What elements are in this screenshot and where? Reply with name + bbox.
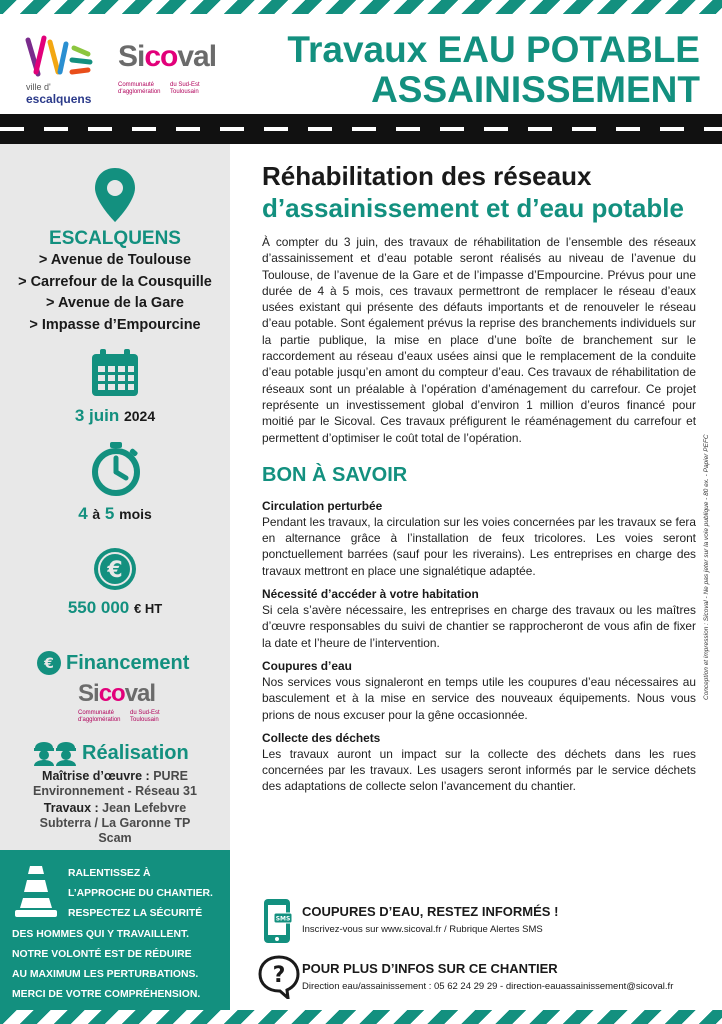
realisation-title: Réalisation: [82, 742, 189, 764]
street-list: [0, 250, 230, 336]
calendar-icon: [90, 348, 140, 398]
svg-text:€: €: [44, 656, 54, 672]
escalquens-logo-icon: [20, 32, 100, 82]
realisation-details: Maîtrise d’œuvre : PURE Environnement - Réseau 31 Travaux : Jean Lefebvre Subterra / La Garonne TP Scam: [33, 769, 197, 845]
top-hazard-stripe: [0, 0, 722, 14]
main-content: [262, 160, 696, 795]
start-date: 3 juin 2024: [74, 406, 156, 425]
section-title: Circulation perturbée: [262, 498, 383, 513]
road-dash-line: [0, 127, 722, 131]
city-name: ESCALQUENS: [49, 228, 181, 249]
page-title: [287, 30, 700, 110]
svg-text:€: €: [107, 558, 123, 583]
bon-a-savoir-heading: BON À SAVOIR: [262, 463, 408, 486]
financement-sicoval-logo: Sicoval Communauté d'agglomération du Sud-Est Toulousain: [78, 680, 160, 723]
sicoval-logo: [118, 40, 218, 100]
print-credit: Conception et impression : Sicoval - Ne pas jeter sur la voie publique - 80 ex. - Papier PEFC: [703, 434, 710, 700]
more-info-title: POUR PLUS D’INFOS SUR CE CHANTIER: [302, 961, 558, 976]
section-text: Pendant les travaux, la circulation sur les voies concernées par les travaux se fera en alternance grâce à l’installation de feux tricolores. Les voies seront ponctuellement barrées (sauf pour les riverains). Les entreprises en charge des travaux mettront en place une signalétique adaptée.: [262, 514, 696, 578]
warning-text: RALENTISSEZ À L’APPROCHE DU CHANTIER. RESPECTEZ LA SÉCURITÉ DES HOMMES QUI Y TRAVAILLENT. NOTRE VOLONTÉ EST DE RÉDUIRE AU MAXIMUM LES PERTURBATIONS. MERCI DE VOTRE COMPRÉHENSION.: [12, 868, 213, 1001]
escalquens-logo: [20, 32, 100, 106]
escalquens-logo-line2: escalquens: [26, 92, 92, 106]
escalquens-logo-line1: ville d': [26, 82, 51, 92]
section-text: Les travaux auront un impact sur la collecte des déchets dans les rues concernées par les travaux. Les usagers seront informés par le service déchets des adaptations de collecte selon l’avancement du chantier.: [262, 746, 696, 794]
street-item: > Avenue de la Gare: [46, 295, 184, 311]
section-title: Collecte des déchets: [262, 730, 381, 745]
section-title: Coupures d’eau: [262, 658, 352, 673]
warning-box: [0, 850, 230, 1010]
page-title-line1: Travaux EAU POTABLE: [287, 29, 700, 70]
section-title: Nécessité d’accéder à votre habitation: [262, 587, 479, 602]
more-info-subtitle: Direction eau/assainissement : 05 62 24 29 29 - direction-eauassainissement@sicoval.fr: [302, 981, 674, 992]
sms-badge: SMS: [275, 915, 291, 923]
stopwatch-icon: [90, 440, 142, 498]
location-pin-icon: [92, 166, 138, 226]
sicoval-wordmark: Sicoval: [118, 40, 217, 73]
sicoval-sub1: Communauté d'agglomération: [118, 82, 161, 95]
financement-title: Financement: [66, 652, 190, 674]
euro-icon: [92, 546, 138, 592]
article-title: Réhabilitation des réseaux d’assainissement et d’eau potable: [262, 161, 684, 223]
question-bubble-icon: [258, 955, 300, 999]
bottom-hazard-stripe: [0, 1010, 722, 1024]
phone-sms-icon: [262, 898, 294, 944]
cost: 550 000 € HT: [67, 598, 163, 617]
intro-paragraph: À compter du 3 juin, des travaux de réhabilitation de l’ensemble des réseaux d’assainissement et d’eau potable seront réalisés au niveau de l’avenue du Toulouse, de l’avenue de la Gare et de l’impasse d’Empourcine. Prévus pour une durée de 4 à 5 mois, ces travaux permettront de remplacer le réseau d’eaux usées existant qui présente des défauts importants et de renouveler le réseau d’eau potable. Sont également prévus la reprise des branchements individuels sur la partie publique, la mise en place d’une boîte de branchement sur le raccordement au réseau d’eaux usées ainsi que le remplacement de la conduite d’eau potable jusqu’en amont du compteur d’eau. Ces travaux de réhabilitation de réseaux sont un préalable à l’opération d’aménagement du carrefour. Ce projet représente un investissement global d’environ 1 million d’euros financé pour moitié par le Sicoval. Ces travaux préfigurent le réaménagement du carrefour et permettent d’optimiser le coût total de l’opération.: [262, 235, 696, 445]
duration: 4 à 5 mois: [78, 504, 152, 523]
sms-subtitle: Inscrivez-vous sur www.sicoval.fr / Rubrique Alertes SMS: [302, 924, 543, 935]
section-text: Nos services vous signaleront en temps utile les coupures d’eau nécessaires au basculement et à la mise en service des nouveaux équipements. Nous vous prions de nous excuser pour la gêne occasionnée.: [262, 674, 696, 722]
sms-title: COUPURES D’EAU, RESTEZ INFORMÉS !: [302, 904, 559, 919]
header: [0, 14, 722, 114]
sicoval-sub2: du Sud-Est Toulousain: [170, 82, 200, 95]
sidebar: [0, 144, 230, 850]
section-text: Si cela s’avère nécessaire, les entreprises en charge des travaux ou les maîtres d’œuvre responsables du suivi de chantier se rapprocheront de vous afin de fixer la date et l’heure de l’intervention.: [262, 603, 696, 650]
svg-text:?: ?: [272, 963, 286, 988]
street-item: > Avenue de Toulouse: [38, 252, 192, 268]
road-divider: [0, 114, 722, 144]
street-item: > Carrefour de la Cousquille: [18, 273, 212, 290]
page-title-line2: ASSAINISSEMENT: [371, 69, 700, 110]
euro-small-icon: [36, 650, 62, 676]
street-item: > Impasse d’Empourcine: [29, 316, 201, 333]
workers-icon: [32, 736, 78, 766]
